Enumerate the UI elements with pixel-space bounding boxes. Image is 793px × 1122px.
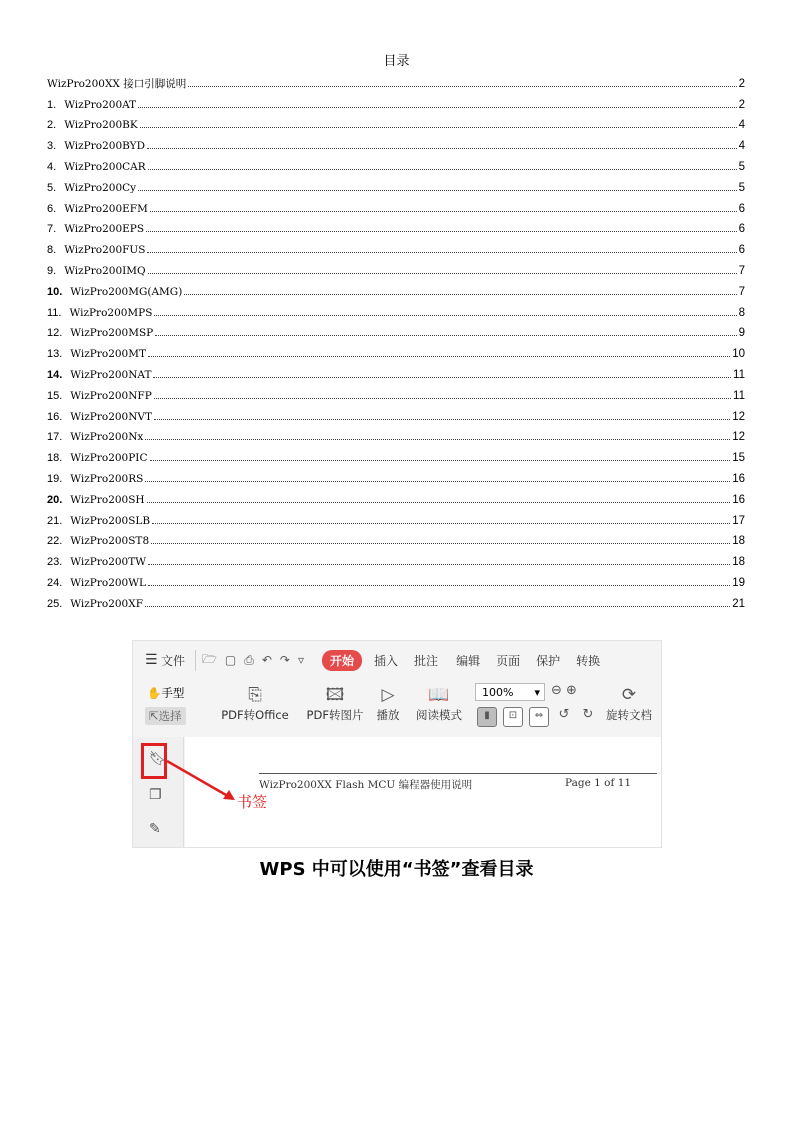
tab-convert[interactable]: 转换 — [576, 653, 601, 668]
toc-entry[interactable] — [47, 528, 745, 549]
toc-entry-page: 17 — [732, 514, 745, 527]
toc-leader — [146, 231, 737, 232]
toc-entry-text: WizPro200FUS — [64, 244, 146, 257]
toc-entry-page: 4 — [738, 140, 745, 153]
bookmark-annotation: 书签 — [237, 793, 268, 811]
hamburger-icon: ☰ — [145, 652, 158, 668]
toc-leader — [148, 169, 737, 170]
toc-entry-text: WizPro200IMQ — [64, 264, 146, 277]
toc-entry-number: 14. — [47, 368, 63, 381]
toc-entry-text: WizPro200RS — [70, 472, 144, 485]
save-icon[interactable]: ▢ — [224, 653, 237, 667]
toc-entry-number: 17. — [47, 431, 63, 444]
rotate-document-button[interactable]: ⟳ 旋转文档 — [603, 683, 655, 723]
toc-entry-text: WizPro200NFP — [70, 389, 152, 402]
toc-entry-number: 20. — [47, 493, 63, 506]
toc-entry-text: WizPro200XF — [70, 597, 144, 610]
toc-leader — [152, 523, 730, 524]
tab-start[interactable]: 开始 — [322, 650, 362, 671]
toc-entry-text: WizPro200SH — [70, 493, 145, 506]
toc-entry-text: WizPro200EFM — [64, 202, 148, 215]
toc-entry-text: WizPro200BK — [64, 119, 138, 132]
hand-tool[interactable]: ✋手型 — [147, 686, 185, 700]
toc-entry-page: 7 — [738, 285, 745, 298]
toc-entry[interactable] — [47, 424, 745, 445]
table-of-contents — [47, 70, 745, 611]
tab-comment[interactable]: 批注 — [414, 653, 439, 668]
toc-leader — [147, 252, 736, 253]
toc-entry-text: WizPro200MPS — [69, 306, 153, 319]
signature-icon[interactable]: ✎ — [149, 821, 161, 837]
toc-entry[interactable] — [47, 590, 745, 611]
toc-entry[interactable] — [47, 444, 745, 465]
fit-page-icon[interactable]: ⊡ — [503, 707, 523, 727]
toc-entry-number: 3. — [47, 140, 57, 153]
toc-entry-number: 1. — [47, 98, 57, 111]
select-tool[interactable]: ⇱选择 — [145, 707, 186, 725]
toc-entry[interactable] — [47, 236, 745, 257]
toc-entry[interactable] — [47, 91, 745, 112]
toc-entry[interactable] — [47, 507, 745, 528]
toc-entry-text: WizPro200NVT — [70, 410, 153, 423]
toc-entry[interactable] — [47, 465, 745, 486]
toc-entry-number: 21. — [47, 514, 63, 527]
toc-leader — [138, 107, 736, 108]
toc-entry-number: 2. — [47, 119, 57, 132]
tab-page[interactable]: 页面 — [496, 653, 521, 668]
toc-entry-text: WizPro200TW — [70, 556, 147, 569]
toc-leader — [148, 273, 737, 274]
toc-leader — [140, 127, 737, 128]
toc-entry-page: 4 — [738, 119, 745, 132]
toc-entry[interactable] — [47, 153, 745, 174]
toc-entry[interactable] — [47, 382, 745, 403]
tab-edit[interactable]: 编辑 — [456, 653, 481, 668]
toc-leader — [145, 606, 730, 607]
toc-entry-text: WizPro200MG(AMG) — [70, 285, 183, 298]
pdf-convert-icon: ⎘ — [248, 685, 262, 705]
toc-entry-number: 22. — [47, 535, 63, 548]
toc-leader — [154, 315, 736, 316]
toc-entry-number: 9. — [47, 264, 57, 277]
toc-leader — [184, 294, 736, 295]
toc-entry[interactable] — [47, 548, 745, 569]
tab-protect[interactable]: 保护 — [536, 653, 561, 668]
toc-entry-page: 8 — [738, 306, 745, 319]
toc-entry[interactable] — [47, 403, 745, 424]
toc-entry-page: 11 — [733, 389, 745, 402]
tab-insert[interactable]: 插入 — [374, 653, 399, 668]
toc-leader — [154, 398, 731, 399]
toc-entry-text: WizPro200WL — [70, 576, 147, 589]
figure-caption: WPS 中可以使用“书签”查看目录 — [259, 859, 534, 880]
thumbnail-icon[interactable]: ❐ — [149, 787, 162, 803]
toc-leader — [188, 86, 736, 87]
toc-leader — [150, 211, 737, 212]
toc-entry-text: WizPro200MSP — [70, 327, 154, 340]
toc-entry-page: 18 — [732, 556, 745, 569]
toc-entry-text: WizPro200PIC — [70, 452, 148, 465]
toc-entry-number: 24. — [47, 576, 63, 589]
toc-entry-number: 19. — [47, 472, 63, 485]
toc-entry-page: 9 — [738, 327, 745, 340]
toc-entry-text: WizPro200EPS — [64, 223, 145, 236]
toc-entry-page: 12 — [732, 431, 745, 444]
fit-width-icon[interactable]: ⇔ — [529, 707, 549, 727]
toc-entry-text: WizPro200Nx — [70, 431, 144, 444]
toc-entry-page: 12 — [732, 410, 745, 423]
toc-entry[interactable] — [47, 569, 745, 590]
zoom-select[interactable]: 100% ▾ — [475, 683, 545, 701]
toc-entry[interactable] — [47, 132, 745, 153]
toc-entry-text: WizPro200MT — [70, 348, 146, 361]
book-icon: 📖 — [428, 685, 450, 705]
doc-header-title: WizPro200XX Flash MCU 编程器使用说明 — [259, 779, 473, 791]
toc-entry-page: 10 — [732, 348, 745, 361]
toc-entry-number: 8. — [47, 244, 57, 257]
redo-icon[interactable]: ↷ — [279, 653, 290, 667]
dropdown-icon[interactable]: ▿ — [297, 653, 305, 667]
toc-entry-page: 6 — [738, 223, 745, 236]
toc-entry-page: 2 — [738, 98, 745, 111]
zoom-in-icon[interactable]: ⊕ — [566, 683, 577, 698]
toc-leader — [138, 190, 736, 191]
chevron-down-icon: ▾ — [534, 686, 540, 699]
toc-header-row[interactable] — [47, 70, 745, 91]
print-icon[interactable]: ⎙ — [244, 652, 254, 667]
bookmark-icon[interactable]: 🔖︎ — [149, 751, 167, 767]
toc-entry[interactable] — [47, 299, 745, 320]
toc-leader — [155, 335, 736, 336]
toc-entry-page: 6 — [738, 244, 745, 257]
toc-entry[interactable] — [47, 340, 745, 361]
toc-leader — [147, 148, 737, 149]
toc-entry-page: 7 — [738, 264, 745, 277]
doc-page-indicator: Page 1 of 11 — [565, 777, 632, 789]
read-mode-button[interactable]: 📖 阅读模式 — [411, 683, 467, 723]
toc-entry-number: 12. — [47, 327, 63, 340]
undo-icon[interactable]: ↶ — [261, 653, 272, 667]
toc-entry-number: 11. — [47, 306, 62, 319]
toc-leader — [150, 460, 731, 461]
toc-entry-number: 23. — [47, 556, 63, 569]
toc-leader — [145, 481, 730, 482]
toc-entry-text: WizPro200NAT — [70, 368, 152, 381]
pdf-to-image-button[interactable]: 🖾 PDF转图片 — [303, 683, 367, 723]
rotate-right-icon[interactable]: ↻ — [582, 707, 594, 722]
toc-entry[interactable] — [47, 486, 745, 507]
toc-entry-number: 5. — [47, 181, 57, 194]
toc-entry-text: WizPro200SLB — [70, 514, 151, 527]
toc-entry-page: 16 — [732, 472, 745, 485]
toc-leader — [151, 543, 730, 544]
toc-entries — [47, 91, 745, 611]
toc-entry[interactable] — [47, 361, 745, 382]
toc-entry-text: WizPro200Cy — [64, 181, 137, 194]
rotate-left-icon[interactable]: ↺ — [558, 707, 570, 722]
toc-entry-page: 18 — [732, 535, 745, 548]
toc-entry-page: 5 — [738, 160, 745, 173]
toc-leader — [147, 502, 731, 503]
toc-entry-number: 6. — [47, 202, 57, 215]
toc-leader — [148, 585, 730, 586]
toc-entry-page: 16 — [732, 493, 745, 506]
toc-entry[interactable] — [47, 195, 745, 216]
toc-entry-page: 15 — [732, 452, 745, 465]
rotate-doc-icon: ⟳ — [621, 685, 637, 705]
zoom-out-icon[interactable]: ⊖ — [551, 683, 562, 698]
toc-entry-number: 15. — [47, 389, 63, 402]
toc-header-text: WizPro200XX 接口引脚说明 — [47, 77, 187, 90]
toc-entry-text: WizPro200ST8 — [70, 535, 150, 548]
pdf-to-office-button[interactable]: ⎘ PDF转Office — [215, 683, 295, 723]
cursor-icon: ⇱ — [149, 709, 159, 723]
toc-entry-number: 16. — [47, 410, 63, 423]
toc-entry[interactable] — [47, 174, 745, 195]
toc-entry[interactable] — [47, 278, 745, 299]
toc-entry-text: WizPro200CAR — [64, 160, 146, 173]
toc-leader — [148, 356, 730, 357]
toc-leader — [154, 419, 730, 420]
toc-entry-page: 19 — [732, 576, 745, 589]
toc-entry-number: 13. — [47, 348, 63, 361]
toc-leader — [145, 439, 730, 440]
toc-entry[interactable] — [47, 320, 745, 341]
toc-entry[interactable] — [47, 216, 745, 237]
toc-entry-text: WizPro200AT — [64, 98, 137, 111]
menu-file[interactable]: ☰ 文件 — [145, 652, 186, 668]
play-icon: ▷ — [381, 685, 395, 705]
toc-title: 目录 — [383, 54, 410, 69]
play-button[interactable]: ▷ 播放 — [371, 683, 405, 723]
toc-leader — [148, 564, 730, 565]
toc-entry-page: 11 — [733, 368, 745, 381]
hand-icon: ✋ — [147, 686, 162, 700]
folder-icon[interactable]: 🗁 — [202, 651, 217, 666]
toc-entry-number: 4. — [47, 160, 57, 173]
annotation-arrow — [133, 641, 661, 847]
wps-screenshot — [132, 640, 662, 848]
toc-entry-number: 18. — [47, 452, 63, 465]
single-page-icon[interactable]: ▮ — [477, 707, 497, 727]
toc-entry-number: 25. — [47, 597, 63, 610]
toc-entry-number: 10. — [47, 285, 63, 298]
toc-entry-text: WizPro200BYD — [64, 140, 146, 153]
toc-entry-page: 21 — [732, 597, 745, 610]
image-icon: 🖾 — [325, 685, 345, 705]
toc-header-page: 2 — [738, 77, 745, 90]
toc-entry-page: 6 — [738, 202, 745, 215]
toc-entry[interactable] — [47, 112, 745, 133]
toc-entry-number: 7. — [47, 223, 57, 236]
toc-entry[interactable] — [47, 257, 745, 278]
toc-entry-page: 5 — [738, 181, 745, 194]
toc-leader — [153, 377, 731, 378]
